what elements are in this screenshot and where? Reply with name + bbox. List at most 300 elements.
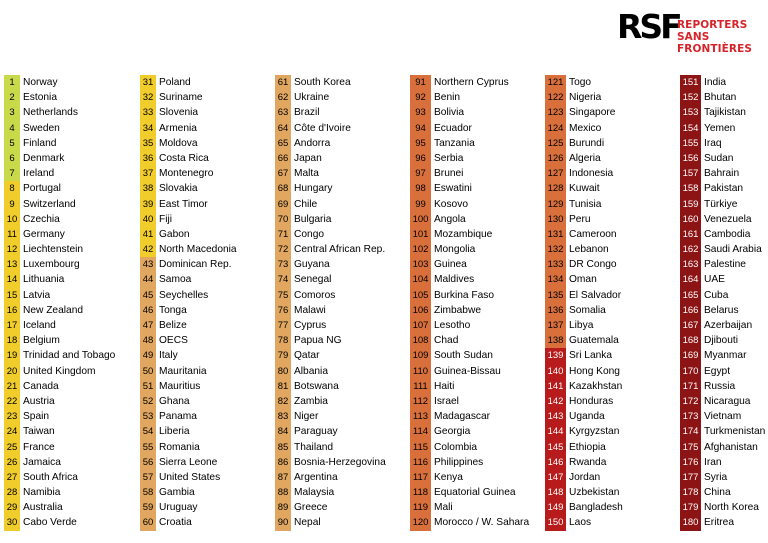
country-name: Romania [159, 441, 200, 453]
rank-number: 110 [410, 364, 431, 379]
rank-number: 104 [410, 272, 431, 287]
rank-number: 88 [275, 485, 291, 500]
rank-number: 165 [680, 288, 701, 303]
rank-number: 174 [680, 424, 701, 439]
rank-number: 121 [545, 75, 566, 90]
country-name: Malaysia [294, 487, 335, 499]
country-name: Tunisia [569, 198, 602, 210]
country-name: Germany [23, 228, 65, 240]
rank-number: 11 [4, 227, 20, 242]
country-name: Yemen [704, 122, 736, 134]
country-name: Algeria [569, 152, 601, 164]
country-name: Poland [159, 77, 191, 88]
rank-number: 39 [140, 197, 156, 212]
rank-number: 43 [140, 257, 156, 272]
country-name: Thailand [294, 441, 334, 453]
country-name: Equatorial Guinea [434, 487, 516, 499]
rank-number: 162 [680, 242, 701, 257]
rank-number: 49 [140, 348, 156, 363]
country-name: Greece [294, 502, 328, 514]
country-name: Egypt [704, 365, 731, 377]
country-name: Central African Rep. [294, 244, 386, 256]
rank-number: 25 [4, 440, 20, 455]
rank-number: 66 [275, 151, 291, 166]
rank-number: 179 [680, 500, 701, 515]
country-name: Lithuania [23, 274, 65, 286]
country-name: Jamaica [23, 456, 61, 468]
rank-number: 76 [275, 303, 291, 318]
country-name: Netherlands [23, 107, 78, 119]
rank-number: 14 [4, 272, 20, 287]
country-name: Mauritania [159, 365, 207, 377]
country-name: Norway [23, 77, 58, 88]
rank-number: 126 [545, 151, 566, 166]
rank-number: 68 [275, 181, 291, 196]
rank-number: 18 [4, 333, 20, 348]
rank-number: 154 [680, 121, 701, 136]
country-name: Kenya [434, 471, 463, 483]
rank-number: 81 [275, 379, 291, 394]
rank-number: 111 [410, 379, 431, 394]
rank-number: 20 [4, 364, 20, 379]
rank-number: 143 [545, 409, 566, 424]
rank-number: 33 [140, 105, 156, 120]
rank-number: 149 [545, 500, 566, 515]
country-name: Luxembourg [23, 259, 80, 271]
country-name: Guatemala [569, 335, 619, 347]
rank-number: 80 [275, 364, 291, 379]
country-name: Chile [294, 198, 318, 210]
rank-number: 116 [410, 455, 431, 470]
rank-number: 16 [4, 303, 20, 318]
rank-number: 123 [545, 105, 566, 120]
rank-number: 2 [4, 90, 20, 105]
country-name: New Zealand [23, 304, 84, 316]
rank-number: 108 [410, 333, 431, 348]
country-name: Mauritius [159, 380, 201, 392]
country-name: Uzbekistan [569, 487, 620, 499]
country-name: Trinidad and Tobago [23, 350, 116, 362]
rank-number: 144 [545, 424, 566, 439]
country-name: Nigeria [569, 92, 602, 104]
country-name: Morocco / W. Sahara [434, 517, 530, 529]
country-name: United States [159, 471, 221, 483]
rank-number: 124 [545, 121, 566, 136]
country-name: France [23, 441, 55, 453]
rank-number: 55 [140, 440, 156, 455]
country-name: Malta [294, 168, 319, 180]
rank-number: 140 [545, 364, 566, 379]
country-name: Austria [23, 395, 55, 407]
rank-number: 102 [410, 242, 431, 257]
rank-number: 161 [680, 227, 701, 242]
rank-number: 152 [680, 90, 701, 105]
rank-number: 148 [545, 485, 566, 500]
rank-number: 151 [680, 75, 701, 90]
rank-number: 136 [545, 303, 566, 318]
rank-number: 168 [680, 333, 701, 348]
rank-number: 47 [140, 318, 156, 333]
rank-number: 85 [275, 440, 291, 455]
rank-number: 155 [680, 136, 701, 151]
rank-number: 69 [275, 197, 291, 212]
country-name: Spain [23, 411, 50, 423]
country-name: Vietnam [704, 411, 742, 423]
rank-number: 46 [140, 303, 156, 318]
rank-number: 164 [680, 272, 701, 287]
country-name: Kazakhstan [569, 380, 623, 392]
country-name: Venezuela [704, 213, 752, 225]
rank-number: 137 [545, 318, 566, 333]
country-name: South Korea [294, 77, 351, 88]
rank-number: 127 [545, 166, 566, 181]
country-name: Liberia [159, 426, 190, 438]
rank-number: 105 [410, 288, 431, 303]
rank-number: 169 [680, 348, 701, 363]
rank-number: 146 [545, 455, 566, 470]
country-name: Denmark [23, 152, 65, 164]
country-name: Bulgaria [294, 213, 332, 225]
country-name: Iraq [704, 137, 722, 149]
rank-number: 115 [410, 440, 431, 455]
country-name: Libya [569, 320, 594, 331]
rank-number: 1 [4, 75, 20, 90]
rank-number: 24 [4, 424, 20, 439]
rank-number: 120 [410, 515, 431, 530]
country-name: Azerbaijan [704, 320, 753, 331]
country-name: Sierra Leone [159, 456, 218, 468]
rank-number: 56 [140, 455, 156, 470]
country-name: Oman [569, 274, 597, 286]
rsf-logo-line2: SANS FRONTIÈRES [677, 31, 753, 55]
country-name: Kyrgyzstan [569, 426, 620, 438]
country-name: Myanmar [704, 350, 747, 362]
rank-number: 31 [140, 75, 156, 90]
country-name: North Macedonia [159, 244, 237, 256]
rank-number: 156 [680, 151, 701, 166]
rank-number: 5 [4, 136, 20, 151]
rsf-logo-mark: RSF [617, 7, 680, 46]
country-name: Armenia [159, 122, 197, 134]
rank-number: 128 [545, 181, 566, 196]
country-name: Burundi [569, 137, 605, 149]
rank-number: 72 [275, 242, 291, 257]
country-name: Samoa [159, 274, 192, 286]
country-name: Zambia [294, 395, 328, 407]
country-name: Sweden [23, 122, 60, 134]
rank-number: 133 [545, 257, 566, 272]
rank-number: 40 [140, 212, 156, 227]
rank-number: 82 [275, 394, 291, 409]
country-name: Mozambique [434, 228, 493, 240]
country-name: Tonga [159, 304, 187, 316]
country-name: Senegal [294, 274, 332, 286]
country-name: Croatia [159, 517, 192, 529]
rsf-logo-line1: REPORTERS [677, 19, 748, 31]
rank-number: 118 [410, 485, 431, 500]
country-name: Türkiye [704, 198, 738, 210]
rank-number: 91 [410, 75, 431, 90]
rank-number: 64 [275, 121, 291, 136]
country-name: Ghana [159, 395, 190, 407]
rank-number: 89 [275, 500, 291, 515]
rank-number: 95 [410, 136, 431, 151]
country-name: Afghanistan [704, 441, 758, 453]
rank-number: 86 [275, 455, 291, 470]
country-name: Belize [159, 320, 187, 331]
country-name: Bosnia-Herzegovina [294, 456, 386, 468]
rank-number: 37 [140, 166, 156, 181]
rank-number: 59 [140, 500, 156, 515]
rank-number: 138 [545, 333, 566, 348]
country-name: Gambia [159, 487, 195, 499]
country-name: Moldova [159, 137, 198, 149]
country-name: Guinea [434, 259, 467, 271]
rank-number: 21 [4, 379, 20, 394]
rank-number: 99 [410, 197, 431, 212]
country-name: Botswana [294, 380, 339, 392]
rank-number: 44 [140, 272, 156, 287]
country-name: Montenegro [159, 168, 214, 180]
rank-number: 173 [680, 409, 701, 424]
country-name: Cameroon [569, 228, 617, 240]
rank-number: 54 [140, 424, 156, 439]
rank-number: 74 [275, 272, 291, 287]
rank-number: 32 [140, 90, 156, 105]
rank-number: 42 [140, 242, 156, 257]
rank-number: 92 [410, 90, 431, 105]
rank-number: 23 [4, 409, 20, 424]
rank-number: 9 [4, 197, 20, 212]
country-name: Colombia [434, 441, 478, 453]
country-name: Ukraine [294, 92, 330, 104]
country-name: Belgium [23, 335, 60, 347]
country-name: Pakistan [704, 183, 744, 195]
rank-number: 122 [545, 90, 566, 105]
rank-number: 52 [140, 394, 156, 409]
rank-number: 131 [545, 227, 566, 242]
country-name: Congo [294, 228, 325, 240]
country-name: Hong Kong [569, 365, 620, 377]
rank-number: 177 [680, 470, 701, 485]
country-name: Fiji [159, 213, 173, 225]
rank-number: 63 [275, 105, 291, 120]
rank-number: 75 [275, 288, 291, 303]
country-name: China [704, 487, 731, 499]
country-name: Canada [23, 380, 59, 392]
country-name: Qatar [294, 350, 320, 362]
country-name: Gabon [159, 228, 190, 240]
country-name: Chad [434, 335, 459, 347]
country-name: Papua NG [294, 335, 342, 347]
country-name: Czechia [23, 213, 60, 225]
rank-number: 145 [545, 440, 566, 455]
country-name: Seychelles [159, 289, 209, 301]
country-name: Ecuador [434, 122, 472, 134]
rank-number: 139 [545, 348, 566, 363]
rank-number: 36 [140, 151, 156, 166]
rank-number: 71 [275, 227, 291, 242]
rank-number: 53 [140, 409, 156, 424]
country-name: Uruguay [159, 502, 198, 514]
country-name: North Korea [704, 502, 759, 514]
rank-number: 160 [680, 212, 701, 227]
rank-number: 38 [140, 181, 156, 196]
country-name: Tanzania [434, 137, 475, 149]
rsf-logo [617, 7, 759, 55]
country-name: Somalia [569, 304, 606, 316]
country-name: Lesotho [434, 320, 471, 331]
country-name: Israel [434, 395, 459, 407]
country-name: Cambodia [704, 228, 751, 240]
rank-number: 158 [680, 181, 701, 196]
country-name: Malawi [294, 304, 326, 316]
rank-number: 87 [275, 470, 291, 485]
rank-number: 159 [680, 197, 701, 212]
rank-number: 58 [140, 485, 156, 500]
rank-number: 176 [680, 455, 701, 470]
rank-number: 12 [4, 242, 20, 257]
country-name: Costa Rica [159, 152, 209, 164]
country-name: East Timor [159, 198, 208, 210]
country-name: South Sudan [434, 350, 493, 362]
country-name: Cuba [704, 289, 729, 301]
country-name: Mongolia [434, 244, 476, 256]
country-name: Brazil [294, 107, 320, 119]
rank-number: 15 [4, 288, 20, 303]
rank-number: 113 [410, 409, 431, 424]
country-name: Palestine [704, 259, 746, 271]
country-name: Niger [294, 411, 319, 423]
country-name: Turkmenistan [704, 426, 766, 438]
rank-number: 84 [275, 424, 291, 439]
rank-number: 79 [275, 348, 291, 363]
country-name: Sri Lanka [569, 350, 613, 362]
rank-number: 73 [275, 257, 291, 272]
country-name: Eswatini [434, 183, 472, 195]
country-name: UAE [704, 274, 725, 286]
country-name: Belarus [704, 304, 739, 316]
rank-number: 28 [4, 485, 20, 500]
country-name: Togo [569, 77, 592, 88]
rank-number: 175 [680, 440, 701, 455]
country-name: DR Congo [569, 259, 617, 271]
rank-number: 78 [275, 333, 291, 348]
country-name: Argentina [294, 471, 338, 483]
country-name: Guinea-Bissau [434, 365, 501, 377]
country-name: Honduras [569, 395, 614, 407]
rank-number: 141 [545, 379, 566, 394]
country-name: Slovenia [159, 107, 199, 119]
rank-number: 57 [140, 470, 156, 485]
country-name: India [704, 77, 727, 88]
country-name: Dominican Rep. [159, 259, 232, 271]
country-name: Ireland [23, 168, 55, 180]
rank-number: 19 [4, 348, 20, 363]
rank-number: 83 [275, 409, 291, 424]
rank-number: 8 [4, 181, 20, 196]
country-name: Kosovo [434, 198, 468, 210]
rank-number: 163 [680, 257, 701, 272]
rank-number: 6 [4, 151, 20, 166]
country-name: Zimbabwe [434, 304, 481, 316]
country-name: Italy [159, 350, 178, 362]
country-name: Saudi Arabia [704, 244, 762, 256]
rank-number: 129 [545, 197, 566, 212]
country-name: Taiwan [23, 426, 55, 438]
country-name: Uganda [569, 411, 605, 423]
rank-number: 90 [275, 515, 291, 530]
rank-number: 7 [4, 166, 20, 181]
rank-number: 142 [545, 394, 566, 409]
country-name: Cyprus [294, 320, 327, 331]
rank-number: 94 [410, 121, 431, 136]
country-name: Liechtenstein [23, 244, 84, 256]
country-name: Haiti [434, 380, 455, 392]
country-name: South Africa [23, 471, 78, 483]
rank-number: 107 [410, 318, 431, 333]
country-name: Syria [704, 471, 728, 483]
rank-number: 112 [410, 394, 431, 409]
rank-number: 150 [545, 515, 566, 530]
country-name: United Kingdom [23, 365, 96, 377]
country-name: Madagascar [434, 411, 491, 423]
rank-number: 132 [545, 242, 566, 257]
rank-number: 147 [545, 470, 566, 485]
rank-number: 106 [410, 303, 431, 318]
rank-number: 35 [140, 136, 156, 151]
rank-number: 119 [410, 500, 431, 515]
country-name: Paraguay [294, 426, 338, 438]
country-name: Rwanda [569, 456, 607, 468]
country-name: Djibouti [704, 335, 738, 347]
country-name: Slovakia [159, 183, 198, 195]
country-name: Singapore [569, 107, 616, 119]
country-name: Angola [434, 213, 466, 225]
rank-number: 13 [4, 257, 20, 272]
country-name: Russia [704, 380, 736, 392]
rank-number: 60 [140, 515, 156, 530]
country-name: Maldives [434, 274, 475, 286]
rank-number: 114 [410, 424, 431, 439]
rank-number: 117 [410, 470, 431, 485]
rank-number: 97 [410, 166, 431, 181]
rank-number: 166 [680, 303, 701, 318]
country-name: Bhutan [704, 92, 737, 104]
rank-number: 167 [680, 318, 701, 333]
country-name: Namibia [23, 487, 61, 499]
rank-number: 134 [545, 272, 566, 287]
rank-number: 50 [140, 364, 156, 379]
rank-number: 30 [4, 515, 20, 530]
country-name: Albania [294, 365, 328, 377]
country-name: Panama [159, 411, 197, 423]
country-name: Hungary [294, 183, 333, 195]
rank-number: 180 [680, 515, 701, 530]
country-name: Jordan [569, 471, 601, 483]
rank-number: 51 [140, 379, 156, 394]
country-name: Georgia [434, 426, 471, 438]
country-name: Lebanon [569, 244, 609, 256]
rank-number: 10 [4, 212, 20, 227]
rank-number: 171 [680, 379, 701, 394]
country-name: Indonesia [569, 168, 614, 180]
rank-number: 26 [4, 455, 20, 470]
rank-number: 70 [275, 212, 291, 227]
rank-number: 153 [680, 105, 701, 120]
rank-number: 45 [140, 288, 156, 303]
country-name: Iceland [23, 320, 56, 331]
